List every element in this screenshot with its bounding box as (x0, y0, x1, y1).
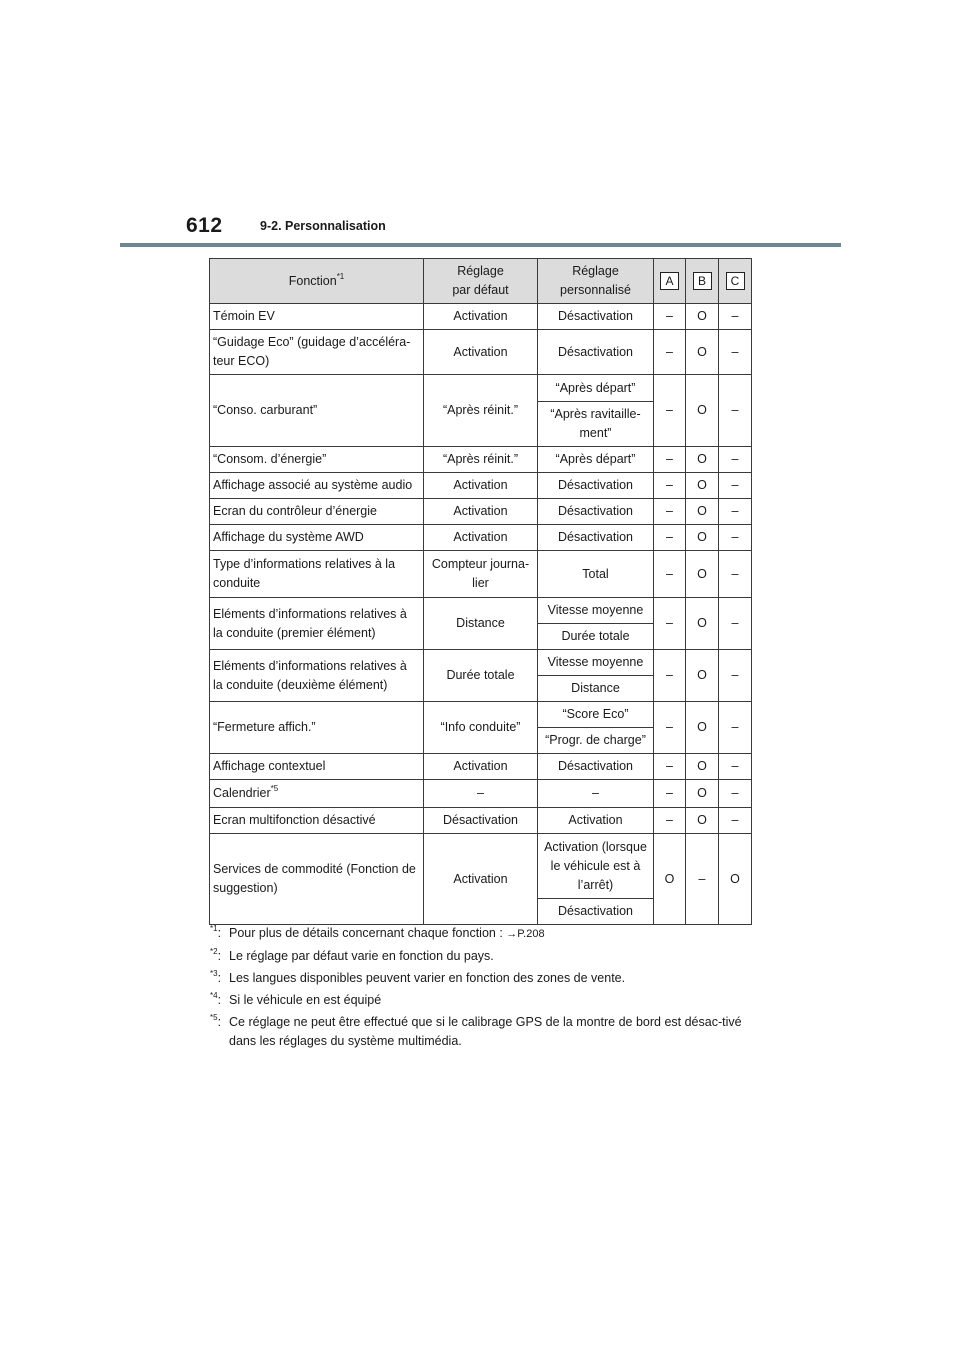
cell-function: Services de commodité (Fonction de suggestion) (210, 834, 424, 925)
table-header-row (210, 259, 752, 304)
cell-custom: Désactivation (538, 499, 654, 525)
cell-custom-option-2: “Après ravitaille-ment” (538, 402, 654, 447)
cell-b: O (686, 525, 719, 551)
page-reference-link[interactable]: →P.208 (506, 928, 545, 940)
cell-c: – (719, 473, 752, 499)
cell-custom: Total (538, 551, 654, 598)
footnotes (210, 924, 755, 1054)
table-row (210, 473, 752, 499)
cell-function: Affichage du système AWD (210, 525, 424, 551)
cell-b: O (686, 473, 719, 499)
cell-function: Ecran du contrôleur d’énergie (210, 499, 424, 525)
cell-c: – (719, 304, 752, 330)
cell-custom-option-1: “Score Eco” (538, 702, 654, 728)
cell-c: – (719, 551, 752, 598)
cell-default: Désactivation (424, 808, 538, 834)
cell-custom: Désactivation (538, 754, 654, 780)
footnote: $^{*4}$: Si le véhicule en est équipé (210, 991, 382, 1007)
table-row (210, 598, 752, 624)
cell-custom: Désactivation (538, 473, 654, 499)
cell-a: – (654, 375, 686, 447)
cell-a: – (654, 702, 686, 754)
cell-custom-option-2: Durée totale (538, 624, 654, 650)
cell-default: – (424, 780, 538, 808)
cell-function: Eléments d’informations relatives à la conduite (premier élément) (210, 598, 424, 650)
header-col-b: B (686, 259, 719, 304)
cell-custom-option-2: “Progr. de charge” (538, 728, 654, 754)
cell-a: – (654, 525, 686, 551)
cell-default: Distance (424, 598, 538, 650)
cell-b: O (686, 808, 719, 834)
table-row (210, 375, 752, 402)
cell-c: – (719, 780, 752, 808)
cell-function: Témoin EV (210, 304, 424, 330)
cell-a: – (654, 780, 686, 808)
cell-custom: Désactivation (538, 525, 654, 551)
footnote: $^{*2}$: Le réglage par défaut varie en fonction du pays. (210, 947, 494, 963)
cell-a: – (654, 447, 686, 473)
table-row (210, 551, 752, 598)
cell-c: – (719, 650, 752, 702)
cell-custom-option-2: Distance (538, 676, 654, 702)
cell-b: O (686, 304, 719, 330)
cell-b: O (686, 375, 719, 447)
cell-c: – (719, 525, 752, 551)
cell-b: O (686, 447, 719, 473)
cell-function: Affichage contextuel (210, 754, 424, 780)
cell-b: O (686, 650, 719, 702)
cell-custom-option-1: “Après départ” (538, 375, 654, 402)
header-col-c: C (719, 259, 752, 304)
cell-a: – (654, 304, 686, 330)
cell-c: – (719, 499, 752, 525)
table-row (210, 447, 752, 473)
cell-function: “Guidage Eco” (guidage d’accéléra-teur ECO) (210, 330, 424, 375)
cell-a: – (654, 330, 686, 375)
cell-b: O (686, 598, 719, 650)
table-row (210, 808, 752, 834)
cell-custom-option-2: Désactivation (538, 899, 654, 925)
table-row (210, 499, 752, 525)
cell-b: – (686, 834, 719, 925)
cell-custom-option-1: Vitesse moyenne (538, 598, 654, 624)
table-row (210, 304, 752, 330)
cell-a: – (654, 650, 686, 702)
cell-a: – (654, 598, 686, 650)
table-row (210, 754, 752, 780)
table-row (210, 330, 752, 375)
cell-function: Ecran multifonction désactivé (210, 808, 424, 834)
cell-c: – (719, 808, 752, 834)
settings-table (209, 258, 752, 925)
cell-a: O (654, 834, 686, 925)
cell-custom: Désactivation (538, 304, 654, 330)
page-number: 612 (186, 214, 223, 237)
cell-custom: – (538, 780, 654, 808)
cell-function: Eléments d’informations relatives à la conduite (deuxième élément) (210, 650, 424, 702)
footnote: $^{*3}$: Les langues disponibles peuvent varier en fonction des zones de vente. (210, 969, 626, 985)
cell-a: – (654, 499, 686, 525)
header-rule (120, 243, 841, 247)
cell-function: Affichage associé au système audio (210, 473, 424, 499)
cell-default: Activation (424, 834, 538, 925)
cell-b: O (686, 551, 719, 598)
cell-function: “Conso. carburant” (210, 375, 424, 447)
header-col-a: A (654, 259, 686, 304)
cell-b: O (686, 330, 719, 375)
cell-function: “Consom. d’énergie” (210, 447, 424, 473)
cell-default: “Après réinit.” (424, 447, 538, 473)
cell-custom-option-1: Vitesse moyenne (538, 650, 654, 676)
table-row (210, 525, 752, 551)
cell-default: Durée totale (424, 650, 538, 702)
cell-default: Activation (424, 499, 538, 525)
cell-b: O (686, 780, 719, 808)
cell-function: Type d’informations relatives à la conduite (210, 551, 424, 598)
cell-default: Activation (424, 525, 538, 551)
table-row (210, 780, 752, 808)
cell-a: – (654, 551, 686, 598)
cell-function: “Fermeture affich.” (210, 702, 424, 754)
footnote: $^{*1}$: Pour plus de détails concernant chaque fonction : →P.208 (210, 924, 545, 940)
cell-custom: Désactivation (538, 330, 654, 375)
header-custom: Réglage personnalisé (538, 259, 654, 304)
cell-a: – (654, 473, 686, 499)
table-row (210, 834, 752, 899)
cell-c: – (719, 702, 752, 754)
cell-custom-option-1: Activation (lorsque le véhicule est à l’arrêt) (538, 834, 654, 899)
section-title: 9-2. Personnalisation (260, 219, 386, 233)
cell-default: Activation (424, 304, 538, 330)
cell-c: – (719, 754, 752, 780)
cell-default: “Info conduite” (424, 702, 538, 754)
cell-c: – (719, 375, 752, 447)
cell-custom: Activation (538, 808, 654, 834)
cell-c: – (719, 447, 752, 473)
cell-a: – (654, 754, 686, 780)
cell-b: O (686, 754, 719, 780)
footnote: $^{*5}$: Ce réglage ne peut être effectué que si le calibrage GPS de la montre de bord est désac-tivé dans les réglages du système multimédia. (210, 1013, 742, 1048)
cell-a: – (654, 808, 686, 834)
cell-default: Activation (424, 330, 538, 375)
header-function: Fonction$^{*1}$ (210, 259, 424, 304)
cell-default: Compteur journa-lier (424, 551, 538, 598)
table-row (210, 702, 752, 728)
cell-function: Calendrier$^{*5}$ (210, 780, 424, 808)
cell-c: – (719, 330, 752, 375)
cell-b: O (686, 702, 719, 754)
table-row (210, 650, 752, 676)
cell-c: O (719, 834, 752, 925)
cell-default: Activation (424, 473, 538, 499)
cell-c: – (719, 598, 752, 650)
header-default: Réglage par défaut (424, 259, 538, 304)
cell-b: O (686, 499, 719, 525)
cell-default: “Après réinit.” (424, 375, 538, 447)
cell-custom: “Après départ” (538, 447, 654, 473)
cell-default: Activation (424, 754, 538, 780)
